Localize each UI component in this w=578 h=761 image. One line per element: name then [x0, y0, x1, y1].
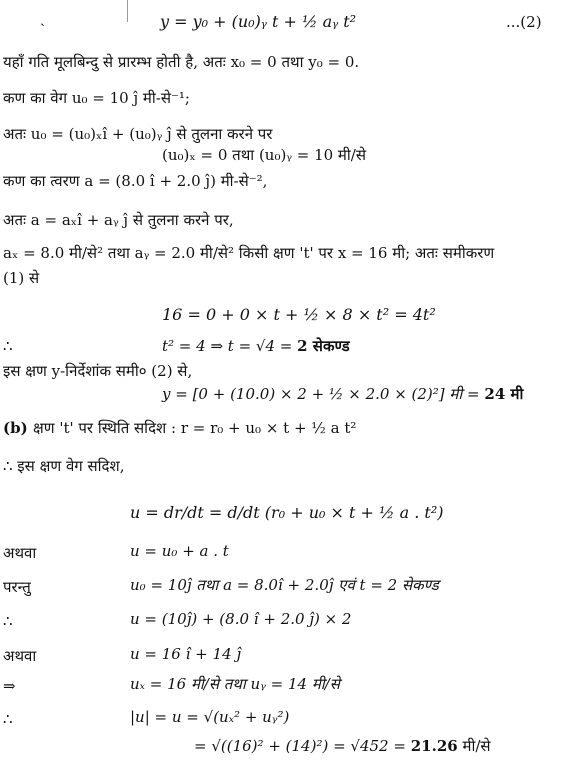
equation [194, 736, 491, 756]
answer-bold: 21.26 [410, 737, 458, 755]
text-label: अथवा [3, 544, 37, 562]
equation: u = u₀ + a . t [130, 542, 229, 560]
text-line: क्षण 't' पर स्थिति सदिश : r = r₀ + u₀ × t + ½ a t² [33, 419, 357, 437]
therefore-symbol: ∴ [3, 337, 13, 355]
text-line: अतः a = aₓî + aᵧ ĵ से तुलना करने पर, [3, 211, 234, 229]
therefore-symbol: ∴ [3, 710, 13, 728]
equation [162, 336, 350, 356]
equation: u = (10ĵ) + (8.0 î + 2.0 ĵ) × 2 [130, 610, 352, 628]
text-line: aₓ = 8.0 मी/से² तथा aᵧ = 2.0 मी/से² किसी क्षण 't' पर x = 16 मी; अतः समीकरण [3, 244, 495, 262]
text-line: अतः u₀ = (u₀)ₓî + (u₀)ᵧ ĵ से तुलना करने पर [3, 125, 273, 143]
implies-symbol: ⇒ [3, 677, 16, 695]
equation: uₓ = 16 मी/से तथा uᵧ = 14 मी/से [130, 675, 340, 693]
text-line: (1) से [3, 269, 40, 287]
equation-ref-2: ...(2) [506, 13, 542, 31]
text-line: कण का वेग u₀ = 10 ĵ मी-से⁻¹; [3, 89, 190, 107]
text-label: परन्तु [3, 578, 31, 596]
answer-bold: 24 मी [484, 385, 524, 403]
part-label: (b) [3, 419, 28, 437]
equation [162, 384, 523, 404]
equation-2: y = y₀ + (u₀)ᵧ t + ½ aᵧ t² [160, 12, 357, 31]
equation: u₀ = 10ĵ तथा a = 8.0î + 2.0ĵ एवं t = 2 सेकण्ड [130, 576, 439, 594]
equation-part: = √((16)² + (14)²) = √452 = [194, 737, 411, 755]
equation-part: y = [0 + (10.0) × 2 + ½ × 2.0 × (2)²] मी = [162, 385, 485, 403]
scan-mark [127, 0, 128, 22]
text-line: कण का त्वरण a = (8.0 î + 2.0 ĵ) मी-से⁻², [3, 172, 268, 190]
text-line: इस क्षण y-निर्देशांक समी० (2) से, [3, 362, 193, 380]
equation: u = dr/dt = d/dt (r₀ + u₀ × t + ½ a . t²) [130, 503, 444, 522]
equation: u = 16 î + 14 ĵ [130, 645, 242, 663]
therefore-symbol: ∴ [3, 612, 13, 630]
equation: |u| = u = √(uₓ² + uᵧ²) [130, 708, 290, 726]
answer-bold: 2 सेकण्ड [297, 337, 350, 355]
text-line: ∴ इस क्षण वेग सदिश, [3, 457, 125, 475]
unit: मी/से [457, 737, 491, 755]
scan-mark-dot: ˎ [40, 9, 45, 27]
text-line: यहाँ गति मूलबिन्दु से प्रारम्भ होती है, अतः x₀ = 0 तथा y₀ = 0. [3, 53, 360, 71]
equation: 16 = 0 + 0 × t + ½ × 8 × t² = 4t² [162, 305, 436, 324]
text-label: अथवा [3, 647, 37, 665]
text-line: (u₀)ₓ = 0 तथा (u₀)ᵧ = 10 मी/से [162, 146, 366, 164]
equation-part: t² = 4 ⇒ t = √4 = [162, 337, 298, 355]
